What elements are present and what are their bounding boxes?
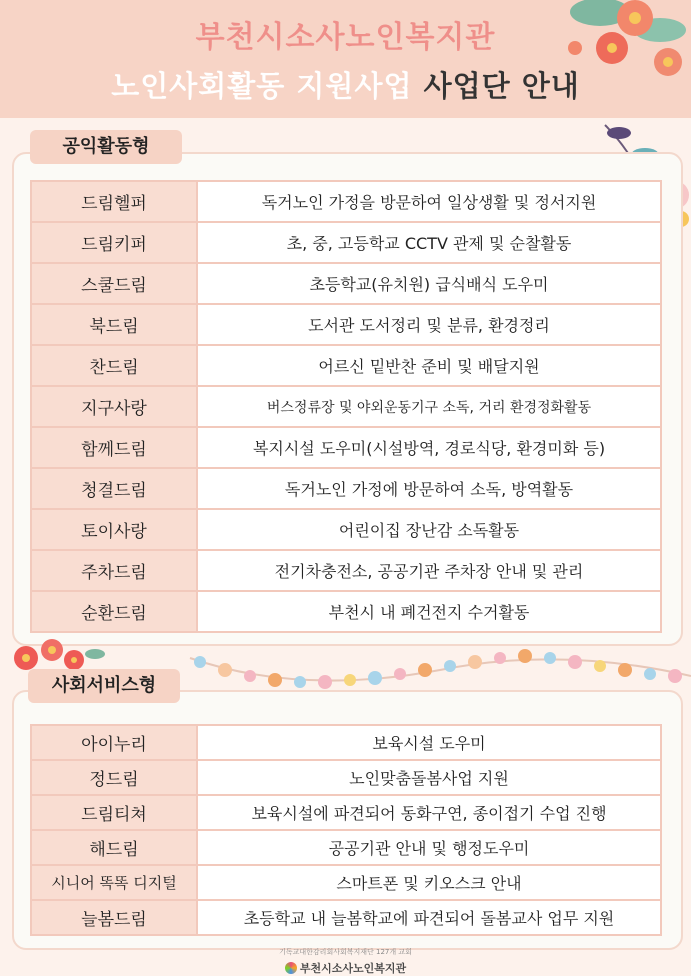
row-desc: 버스정류장 및 야외운동기구 소독, 거리 환경정화활동 [197,386,661,427]
row-name: 순환드림 [31,591,197,632]
table-row [31,760,661,795]
table-row [31,795,661,830]
row-name: 드림키퍼 [31,222,197,263]
row-desc: 도서관 도서정리 및 분류, 환경정리 [197,304,661,345]
row-name: 청결드림 [31,468,197,509]
section-label-social-service: 사회서비스형 [28,669,180,703]
row-desc: 보육시설에 파견되어 동화구연, 종이접기 수업 진행 [197,795,661,830]
section-label-public-service: 공익활동형 [30,130,182,164]
table-row [31,900,661,935]
title-program-main: 노인사회활동 지원사업 [111,69,413,103]
row-desc: 스마트폰 및 키오스크 안내 [197,865,661,900]
row-name: 북드림 [31,304,197,345]
table-row [31,725,661,760]
table-row [31,386,661,427]
row-desc: 초등학교 내 늘봄학교에 파견되어 돌봄교사 업무 지원 [197,900,661,935]
flower-decoration-top-right [540,0,691,110]
footer [0,947,691,976]
row-name: 찬드림 [31,345,197,386]
row-name: 시니어 똑똑 디지털 [31,865,197,900]
table-row [31,345,661,386]
row-name: 주차드림 [31,550,197,591]
table-row [31,550,661,591]
organization-logo-icon [285,962,297,974]
row-name: 드림헬퍼 [31,181,197,222]
row-desc: 노인맞춤돌봄사업 지원 [197,760,661,795]
row-desc: 보육시설 도우미 [197,725,661,760]
row-name: 스쿨드림 [31,263,197,304]
table-row [31,468,661,509]
table-row [31,263,661,304]
row-desc: 전기차충전소, 공공기관 주차장 안내 및 관리 [197,550,661,591]
row-name: 드림티쳐 [31,795,197,830]
table-row [31,509,661,550]
footer-org-name: 부천시소사노인복지관 [299,962,407,975]
row-desc: 초등학교(유치원) 급식배식 도우미 [197,263,661,304]
title-program-suffix: 사업단 안내 [423,69,580,103]
row-desc: 복지시설 도우미(시설방역, 경로식당, 환경미화 등) [197,427,661,468]
row-name: 아이누리 [31,725,197,760]
row-name: 함께드림 [31,427,197,468]
row-name: 해드림 [31,830,197,865]
table-row [31,304,661,345]
row-desc: 부천시 내 폐건전지 수거활동 [197,591,661,632]
table-public-service [30,180,662,633]
table-row [31,591,661,632]
row-desc: 초, 중, 고등학교 CCTV 관제 및 순찰활동 [197,222,661,263]
footer-affiliation: 기독교대한감리회사회복지재단 127개 교회 [279,948,412,956]
title-organization: 부천시소사노인복지관 [195,20,496,55]
table-row [31,865,661,900]
row-desc: 어르신 밑반찬 준비 및 배달지원 [197,345,661,386]
row-name: 늘봄드림 [31,900,197,935]
row-name: 지구사랑 [31,386,197,427]
row-desc: 공공기관 안내 및 행정도우미 [197,830,661,865]
row-name: 정드림 [31,760,197,795]
table-row [31,427,661,468]
row-desc: 독거노인 가정에 방문하여 소독, 방역활동 [197,468,661,509]
table-row [31,181,661,222]
row-name: 토이사랑 [31,509,197,550]
table-row [31,222,661,263]
table-row [31,830,661,865]
row-desc: 독거노인 가정을 방문하여 일상생활 및 정서지원 [197,181,661,222]
table-social-service [30,724,662,936]
row-desc: 어린이집 장난감 소독활동 [197,509,661,550]
